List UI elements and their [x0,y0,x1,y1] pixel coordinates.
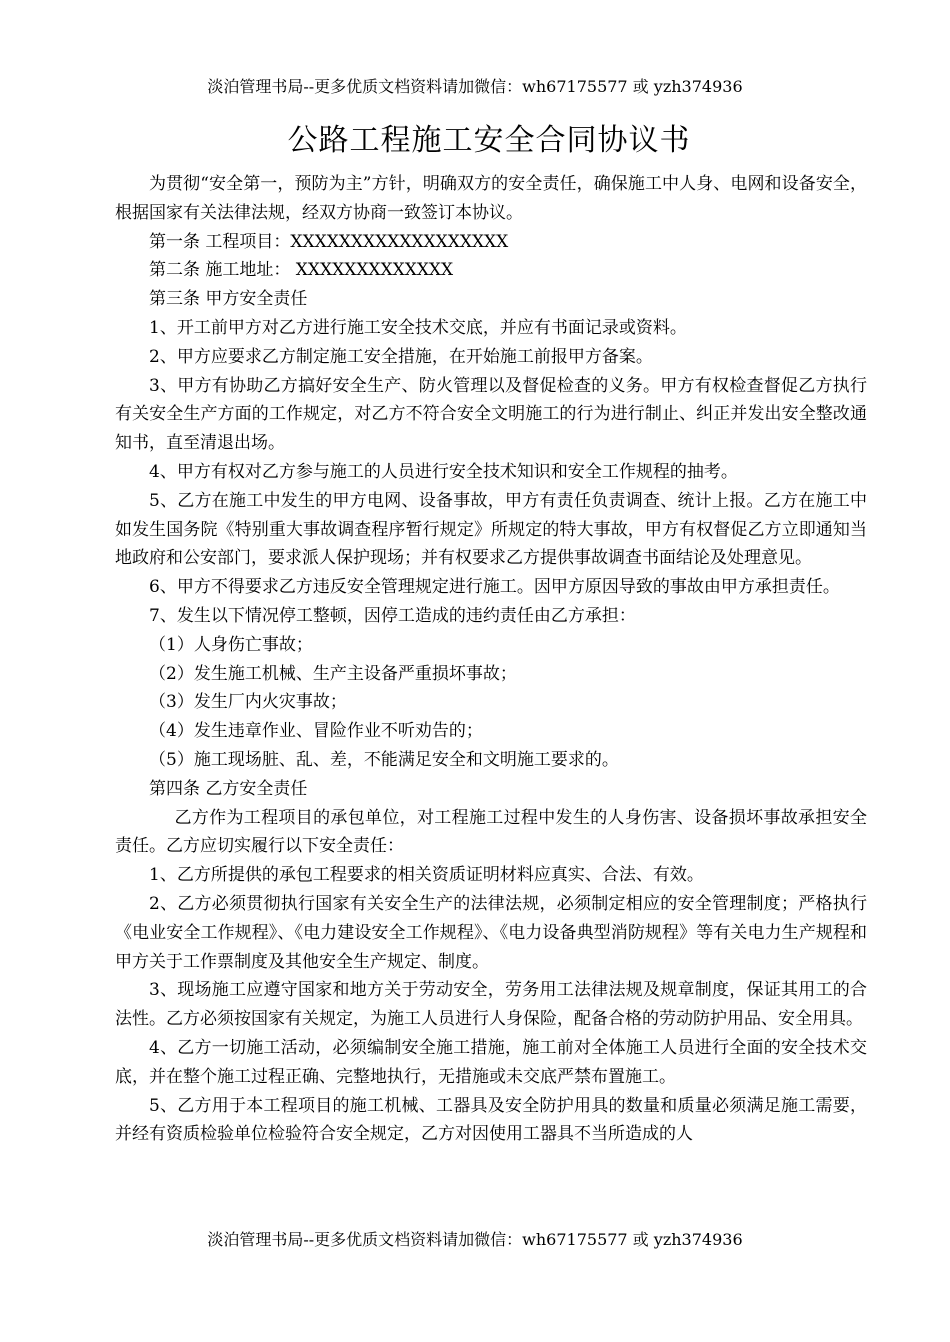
document-body [115,170,867,1149]
article-2-address: 第二条 施工地址： XXXXXXXXXXXXX [149,260,454,281]
article-3-item-3: 3、甲方有协助乙方搞好安全生产、防火管理以及督促检查的义务。甲方有权检查督促乙方执行有关安全生产方面的工作规定，对乙方不符合安全文明施工的行为进行制止、纠正并发出安全整改通知书，直至清退出场。 [115,375,867,454]
stop-work-case-2: （2）发生施工机械、生产主设备严重损坏事故； [149,663,517,684]
article-4-intro: 乙方作为工程项目的承包单位，对工程施工过程中发生的人身伤害、设备损坏事故承担安全责任。乙方应切实履行以下安全责任： [115,807,867,857]
article-3-item-2: 2、甲方应要求乙方制定施工安全措施，在开始施工前报甲方备案。 [149,346,653,367]
article-3-item-5: 5、乙方在施工中发生的甲方电网、设备事故，甲方有责任负责调查、统计上报。乙方在施工中如发生国务院《特别重大事故调查程序暂行规定》所规定的特大事故，甲方有权督促乙方立即通知当地政府和公安部门，要求派人保护现场；并有权要求乙方提供事故调查书面结论及处理意见。 [115,490,867,569]
article-3-heading: 第三条 甲方安全责任 [149,289,308,310]
article-4-item-1: 1、乙方所提供的承包工程要求的相关资质证明材料应真实、合法、有效。 [149,865,704,886]
page-footer: 淡泊管理书局--更多优质文档资料请加微信：wh67175577 或 yzh374936 [207,1230,743,1249]
page-header: 淡泊管理书局--更多优质文档资料请加微信：wh67175577 或 yzh374936 [207,77,743,96]
stop-work-case-4: （4）发生违章作业、冒险作业不听劝告的； [149,721,483,742]
stop-work-case-1: （1）人身伤亡事故； [149,634,313,655]
stop-work-case-3: （3）发生厂内火灾事故； [149,692,347,713]
stop-work-case-5: （5）施工现场脏、乱、差，不能满足安全和文明施工要求的。 [149,749,619,770]
article-3-item-7: 7、发生以下情况停工整顿，因停工造成的违约责任由乙方承担： [149,605,636,626]
preamble-paragraph: 为贯彻“安全第一，预防为主”方针，明确双方的安全责任，确保施工中人身、电网和设备安全，根据国家有关法律法规，经双方协商一致签订本协议。 [115,174,867,223]
article-3-item-6: 6、甲方不得要求乙方违反安全管理规定进行施工。因甲方原因导致的事故由甲方承担责任。 [149,577,840,598]
article-4-item-2: 2、乙方必须贯彻执行国家有关安全生产的法律法规，必须制定相应的安全管理制度；严格执行《电业安全工作规程》、《电力建设安全工作规程》、《电力设备典型消防规程》等有关电力生产规程和甲方关于工作票制度及其他安全生产规定、制度。 [115,893,867,972]
document-title: 公路工程施工安全合同协议书 [287,123,691,158]
article-3-item-4: 4、甲方有权对乙方参与施工的人员进行安全技术知识和安全工作规程的抽考。 [149,461,738,482]
article-4-item-5: 5、乙方用于本工程项目的施工机械、工器具及安全防护用具的数量和质量必须满足施工需要，并经有资质检验单位检验符合安全规定，乙方对因使用工器具不当所造成的人 [115,1095,867,1145]
article-4-item-4: 4、乙方一切施工活动，必须编制安全施工措施，施工前对全体施工人员进行全面的安全技术交底，并在整个施工过程正确、完整地执行，无措施或未交底严禁布置施工。 [115,1037,867,1087]
article-4-item-3: 3、现场施工应遵守国家和地方关于劳动安全，劳务用工法律法规及规章制度，保证其用工的合法性。乙方必须按国家有关规定，为施工人员进行人身保险，配备合格的劳动防护用品、安全用具。 [115,980,867,1030]
article-1-project: 第一条 工程项目：XXXXXXXXXXXXXXXXXX [149,231,509,252]
article-3-item-1: 1、开工前甲方对乙方进行施工安全技术交底，并应有书面记录或资料。 [149,317,687,338]
article-4-heading: 第四条 乙方安全责任 [149,778,308,799]
